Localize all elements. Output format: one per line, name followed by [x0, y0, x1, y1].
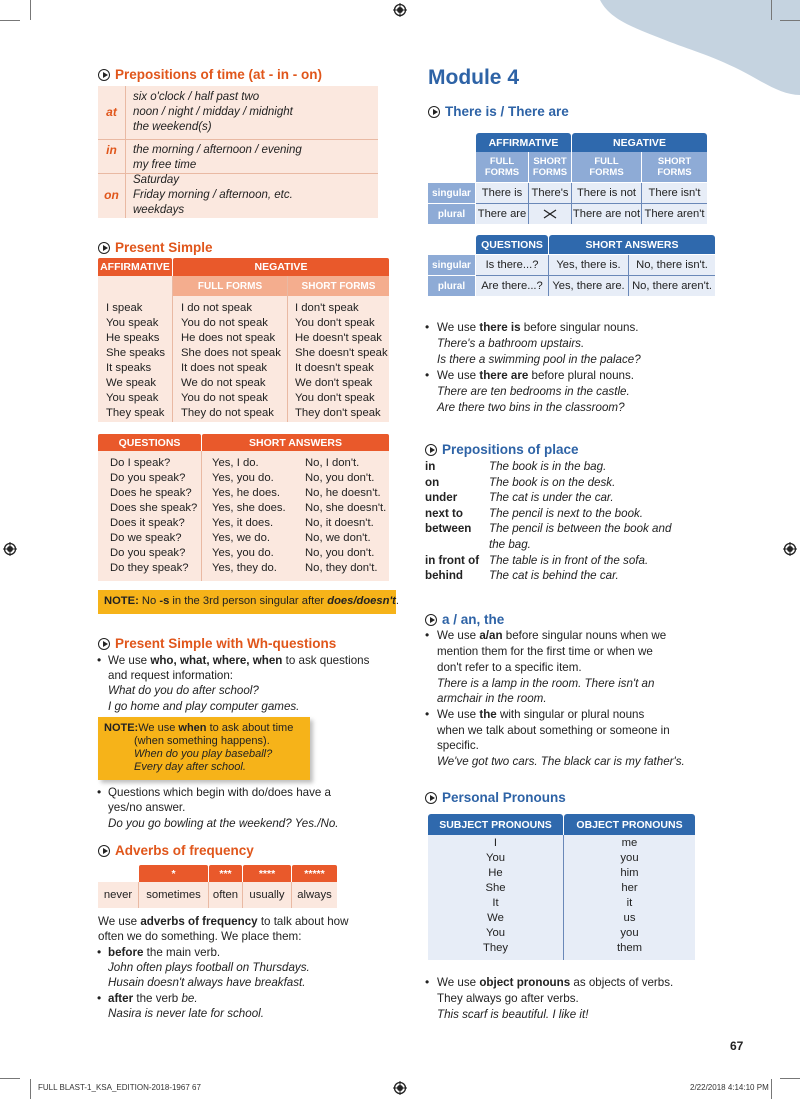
prep-line: the weekend(s)	[133, 121, 212, 133]
text-run: before singular nouns when we	[502, 629, 667, 642]
note-line	[104, 722, 304, 735]
footer-right: 2/22/2018 4:14:10 PM	[690, 1083, 769, 1092]
object-pronoun: them	[616, 942, 643, 954]
play-arrow-icon	[425, 614, 437, 626]
pronouns-heading	[425, 790, 566, 805]
bullet: •	[97, 991, 102, 1005]
there-is-title: There is / There are	[445, 104, 569, 119]
crop-mark	[780, 20, 800, 21]
prep-key: in	[106, 143, 117, 157]
text-line: often we do something. We place them:	[98, 930, 302, 943]
there-is-heading	[428, 104, 569, 119]
preposition-key: between	[425, 522, 472, 536]
note-text: No	[141, 595, 160, 607]
bullet: •	[425, 320, 430, 334]
present-simple-heading	[98, 240, 213, 255]
text-run: be.	[181, 992, 198, 1005]
col-head-questions: QUESTIONS	[98, 434, 201, 451]
text-run: before plural nouns.	[528, 369, 635, 382]
preposition-example: The pencil is next to the book.	[489, 506, 644, 520]
text-run: We use	[437, 629, 480, 642]
note-line: (when something happens).	[134, 735, 270, 747]
subject-pronoun: I	[493, 837, 498, 849]
adverb-word: usually	[249, 889, 285, 901]
table-divider	[172, 276, 173, 422]
table-cell: Yes, there is.	[549, 255, 628, 275]
note-line: Every day after school.	[134, 761, 246, 773]
table-cell: No, there isn't.	[629, 255, 715, 275]
text-line	[437, 628, 666, 643]
prep-line: noon / night / midday / midnight	[133, 106, 293, 118]
prep-line: six o'clock / half past two	[133, 91, 260, 103]
page-number: 67	[730, 1039, 744, 1053]
preposition-example: The pencil is between the book and	[489, 522, 672, 536]
text-run: We use	[98, 915, 141, 928]
example-line: Is there a swimming pool in the palace?	[437, 353, 641, 366]
affirmative-cell: He speaks	[106, 332, 160, 344]
text-line: They always go after verbs.	[437, 992, 579, 1005]
question-cell: Do I speak?	[110, 457, 171, 469]
text-run: We use	[437, 976, 480, 989]
prep-line: Saturday	[133, 174, 180, 186]
question-cell: Does it speak?	[110, 517, 185, 529]
example-line: We've got two cars. The black car is my father's.	[437, 755, 685, 768]
question-cell: Does he speak?	[110, 487, 192, 499]
note-text: when	[178, 722, 207, 734]
negative-full-cell: You do not speak	[181, 317, 268, 329]
short-answer-yes: Yes, she does.	[212, 502, 286, 514]
adverb-word: never	[103, 889, 133, 901]
negative-full-cell: She does not speak	[181, 347, 281, 359]
negative-short-cell: He doesn't speak	[295, 332, 382, 344]
sub-head-short: SHORT FORMS	[642, 152, 707, 182]
question-cell: Do you speak?	[110, 547, 186, 559]
subject-pronoun: He	[488, 867, 503, 879]
table-divider	[476, 275, 715, 276]
preposition-example: the bag.	[489, 538, 531, 551]
question-cell: Does she speak?	[110, 502, 198, 514]
text-run: before singular nouns.	[520, 321, 639, 334]
note-text: does	[327, 595, 354, 607]
col-head-questions: QUESTIONS	[476, 235, 548, 254]
example-line: There is a lamp in the room. There isn't an	[437, 677, 655, 690]
prep-key: at	[106, 105, 117, 119]
text-line: and request information:	[108, 669, 234, 682]
bullet: •	[97, 945, 102, 959]
example-line: This scarf is beautiful. I like it!	[437, 1008, 589, 1021]
subject-pronoun: You	[485, 927, 506, 939]
negative-short-cell: We don't speak	[295, 377, 373, 389]
example-line: There's a bathroom upstairs.	[437, 337, 585, 350]
table-cell: There are not	[572, 204, 641, 224]
text-line	[108, 991, 198, 1006]
corner-wave-decoration	[580, 0, 800, 95]
subject-pronoun: You	[485, 852, 506, 864]
short-answer-no: No, you don't.	[305, 547, 375, 559]
negative-full-cell: We do not speak	[181, 377, 266, 389]
text-line	[98, 914, 348, 929]
negative-full-cell: You do not speak	[181, 392, 268, 404]
short-answer-no: No, I don't.	[305, 457, 360, 469]
example-line: armchair in the room.	[437, 692, 547, 705]
footer-left: FULL BLAST-1_KSA_EDITION-2018-1967 67	[38, 1083, 201, 1092]
articles-title: a / an, the	[442, 612, 505, 627]
example-line: Husain doesn't always have breakfast.	[108, 976, 306, 989]
negative-short-cell: It doesn't speak	[295, 362, 374, 374]
example-line: There are ten bedrooms in the castle.	[437, 385, 630, 398]
text-run: to talk about how	[257, 915, 349, 928]
text-line: don't refer to a specific item.	[437, 661, 582, 674]
adverb-word: often	[212, 889, 239, 901]
adverb-stars: *	[139, 865, 208, 882]
col-head-negative: NEGATIVE	[173, 258, 389, 276]
example-line: Do you go bowling at the weekend? Yes./No.	[108, 817, 339, 830]
note-line: When do you play baseball?	[134, 748, 273, 760]
affirmative-cell: She speaks	[106, 347, 166, 359]
preposition-example: The table is in front of the sofa.	[489, 553, 649, 567]
registration-mark-icon	[783, 542, 797, 556]
table-cell: There's	[529, 183, 571, 203]
note-box	[98, 717, 310, 780]
preposition-key: in	[425, 460, 436, 473]
text-run: the main verb.	[143, 946, 221, 959]
play-arrow-icon	[428, 106, 440, 118]
negative-full-cell: They do not speak	[181, 407, 274, 419]
col-head-short-answers: SHORT ANSWERS	[202, 434, 389, 451]
prep-time-heading	[98, 67, 322, 82]
object-pronoun: us	[623, 912, 636, 924]
text-run: object pronouns	[479, 976, 571, 989]
row-label-plural: plural	[428, 276, 475, 296]
short-answer-yes: Yes, I do.	[212, 457, 259, 469]
adverb-stars: ***	[209, 865, 242, 882]
col-head-negative: NEGATIVE	[572, 133, 707, 152]
preposition-key: next to	[425, 506, 464, 520]
short-answer-yes: Yes, he does.	[212, 487, 281, 499]
short-answer-no: No, he doesn't.	[305, 487, 381, 499]
affirmative-cell: They speak	[106, 407, 165, 419]
short-answer-yes: Yes, it does.	[212, 517, 274, 529]
text-line	[108, 653, 369, 668]
short-answer-no: No, she doesn't.	[305, 502, 387, 514]
crop-mark	[0, 1078, 20, 1079]
table-cell: There isn't	[642, 183, 707, 203]
col-head-affirmative: AFFIRMATIVE	[476, 133, 571, 152]
preposition-key: on	[425, 475, 440, 489]
example-line: Nasira is never late for school.	[108, 1007, 264, 1020]
note-text: /	[353, 595, 357, 607]
table-cell: There is not	[572, 183, 641, 203]
text-run: the verb	[133, 992, 182, 1005]
col-head-object-pronouns: OBJECT PRONOUNS	[564, 814, 695, 835]
short-answer-yes: Yes, they do.	[212, 562, 277, 574]
table-cell: Yes, there are.	[549, 276, 628, 296]
registration-mark-icon	[393, 3, 407, 17]
example-line: Are there two bins in the classroom?	[437, 401, 625, 414]
adverbs-title: Adverbs of frequency	[115, 843, 254, 858]
bullet: •	[425, 368, 430, 382]
table-divider	[125, 86, 126, 218]
table-divider	[98, 139, 378, 140]
row-label-plural: plural	[428, 204, 475, 224]
text-line	[437, 320, 639, 335]
crop-mark	[0, 20, 20, 21]
preposition-key: under	[425, 491, 458, 505]
table-divider	[287, 276, 288, 422]
prep-line: Friday morning / afternoon, etc.	[133, 189, 293, 201]
sub-head-full: FULL FORMS	[572, 152, 641, 182]
text-run: We use	[437, 708, 480, 721]
table-cell: There is	[476, 183, 528, 203]
sub-head-full: FULL FORMS	[476, 152, 528, 182]
text-line	[437, 975, 673, 990]
registration-mark-icon	[3, 542, 17, 556]
crop-mark	[30, 1079, 31, 1099]
bullet: •	[97, 653, 102, 667]
example-line: I go home and play computer games.	[108, 700, 300, 713]
affirmative-cell: I speak	[106, 302, 143, 314]
object-pronoun: her	[621, 882, 638, 894]
text-line	[108, 945, 220, 960]
object-pronoun: it	[626, 897, 633, 909]
text-run: after	[108, 992, 134, 1005]
cross-icon	[529, 204, 571, 224]
adverb-word: always	[297, 889, 332, 901]
object-pronoun: me	[621, 837, 638, 849]
text-run: a/an	[479, 629, 503, 642]
col-head-subject-pronouns: SUBJECT PRONOUNS	[428, 814, 563, 835]
text-line: mention them for the first time or when we	[437, 645, 653, 658]
example-line: John often plays football on Thursdays.	[108, 961, 310, 974]
module-title: Module 4	[428, 66, 520, 89]
preposition-example: The cat is under the car.	[489, 491, 614, 505]
col-head-full-forms: FULL FORMS	[173, 276, 287, 296]
preposition-example: The book is on the desk.	[489, 475, 616, 489]
affirmative-cell: We speak	[106, 377, 157, 389]
bullet: •	[425, 975, 430, 989]
prep-place-heading	[425, 442, 579, 457]
note-text: -s	[159, 595, 170, 607]
prep-place-title: Prepositions of place	[442, 442, 579, 457]
text-run: there is	[479, 321, 521, 334]
text-line: yes/no answer.	[108, 801, 186, 814]
note-text: doesn't	[356, 595, 396, 607]
text-line: specific.	[437, 739, 479, 752]
text-run: We use	[437, 321, 480, 334]
table-cell: Are there...?	[476, 276, 548, 296]
crop-mark	[771, 0, 772, 20]
table-divider	[476, 203, 707, 204]
play-arrow-icon	[98, 638, 110, 650]
negative-short-cell: I don't speak	[295, 302, 359, 314]
note-label: NOTE:	[104, 595, 139, 607]
short-answer-no: No, we don't.	[305, 532, 371, 544]
text-run: who, what, where, when	[150, 654, 283, 667]
object-pronoun: you	[620, 927, 639, 939]
prep-time-title: Prepositions of time (at - in - on)	[115, 67, 322, 82]
preposition-example: The book is in the bag.	[489, 460, 607, 473]
short-answer-yes: Yes, you do.	[212, 472, 274, 484]
wh-questions-heading	[98, 636, 336, 651]
question-cell: Do they speak?	[110, 562, 189, 574]
col-head-short-answers: SHORT ANSWERS	[549, 235, 715, 254]
short-answer-no: No, they don't.	[305, 562, 378, 574]
object-pronoun: him	[620, 867, 639, 879]
note-text: We use	[138, 722, 179, 734]
text-run: We use	[437, 369, 480, 382]
play-arrow-icon	[98, 242, 110, 254]
bullet: •	[97, 785, 102, 799]
text-line: Questions which begin with do/does have a	[108, 786, 331, 799]
table-cell: There are	[476, 204, 528, 224]
text-run: adverbs of frequency	[140, 915, 258, 928]
text-line: when we talk about something or someone in	[437, 724, 670, 737]
affirmative-cell: You speak	[106, 317, 159, 329]
text-run: the	[479, 708, 497, 721]
col-head-affirmative: AFFIRMATIVE	[98, 258, 172, 276]
crop-mark	[771, 1079, 772, 1099]
table-divider	[201, 451, 202, 581]
subject-pronoun: They	[482, 942, 509, 954]
articles-heading	[425, 612, 504, 627]
table-cell: There aren't	[642, 204, 707, 224]
example-line: What do you do after school?	[108, 684, 259, 697]
question-cell: Do you speak?	[110, 472, 186, 484]
crop-mark	[30, 0, 31, 20]
text-run: We use	[108, 654, 151, 667]
col-head-short-forms: SHORT FORMS	[288, 276, 389, 296]
negative-full-cell: It does not speak	[181, 362, 268, 374]
prep-line: my free time	[133, 159, 197, 171]
bullet: •	[425, 707, 430, 721]
question-cell: Do we speak?	[110, 532, 182, 544]
text-line	[437, 707, 644, 722]
present-simple-title: Present Simple	[115, 240, 213, 255]
negative-short-cell: You don't speak	[295, 317, 375, 329]
text-run: before	[108, 946, 144, 959]
negative-full-cell: He does not speak	[181, 332, 276, 344]
text-run: to ask questions	[282, 654, 370, 667]
text-run: as objects of verbs.	[570, 976, 674, 989]
short-answer-yes: Yes, you do.	[212, 547, 274, 559]
play-arrow-icon	[425, 792, 437, 804]
prep-key: on	[104, 188, 119, 202]
play-arrow-icon	[98, 845, 110, 857]
note-text: .	[395, 595, 399, 607]
subject-pronoun: It	[492, 897, 499, 909]
note-box	[98, 590, 399, 614]
bullet: •	[425, 628, 430, 642]
affirmative-cell: It speaks	[106, 362, 152, 374]
adverb-stars: *****	[292, 865, 337, 882]
play-arrow-icon	[425, 444, 437, 456]
crop-mark	[780, 1078, 800, 1079]
adverb-word: sometimes	[146, 889, 201, 901]
adverb-stars: ****	[243, 865, 291, 882]
short-answer-no: No, it doesn't.	[305, 517, 374, 529]
prep-line: the morning / afternoon / evening	[133, 144, 302, 156]
short-answer-no: No, you don't.	[305, 472, 375, 484]
row-label-singular: singular	[428, 183, 475, 203]
sub-head-short: SHORT FORMS	[529, 152, 571, 182]
affirmative-cell: You speak	[106, 392, 159, 404]
table-cell: Is there...?	[476, 255, 548, 275]
subject-pronoun: We	[487, 912, 504, 924]
table-cell: No, there aren't.	[629, 276, 715, 296]
negative-short-cell: They don't speak	[295, 407, 381, 419]
adverbs-heading	[98, 843, 254, 858]
preposition-key: behind	[425, 569, 463, 583]
row-label-singular: singular	[428, 255, 475, 275]
short-answer-yes: Yes, we do.	[212, 532, 270, 544]
prep-line: weekdays	[133, 204, 185, 216]
registration-mark-icon	[393, 1081, 407, 1095]
subject-pronoun: She	[485, 882, 506, 894]
preposition-key: in front of	[425, 553, 480, 567]
note-label: NOTE:	[104, 722, 139, 734]
note-text: in the 3rd person singular after	[169, 595, 328, 607]
object-pronoun: you	[620, 852, 639, 864]
text-run: there are	[479, 369, 529, 382]
preposition-example: The cat is behind the car.	[489, 569, 619, 583]
negative-short-cell: You don't speak	[295, 392, 375, 404]
text-run: with singular or plural nouns	[496, 708, 645, 721]
wh-questions-title: Present Simple with Wh-questions	[115, 636, 337, 651]
play-arrow-icon	[98, 69, 110, 81]
pronouns-title: Personal Pronouns	[442, 790, 566, 805]
note-text: to ask about time	[206, 722, 294, 734]
text-line	[437, 368, 634, 383]
negative-full-cell: I do not speak	[181, 302, 252, 314]
negative-short-cell: She doesn't speak	[295, 347, 388, 359]
